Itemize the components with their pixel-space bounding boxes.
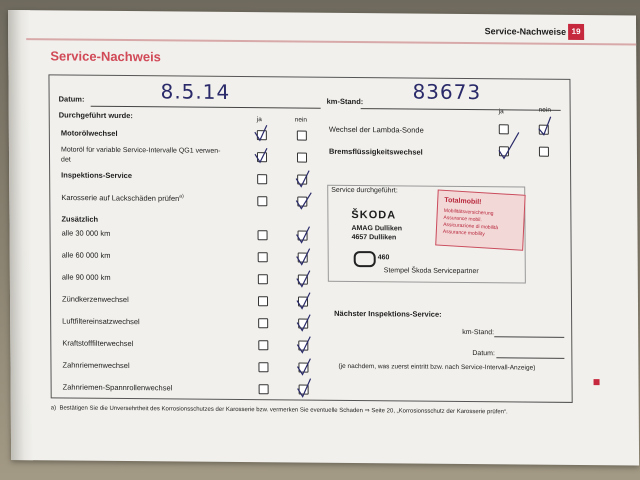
col-no-right: nein bbox=[538, 106, 551, 114]
row-label: Zusätzlich bbox=[61, 214, 99, 224]
row-label: Zahnriemenwechsel bbox=[62, 360, 130, 371]
row-label: Motorölwechsel bbox=[60, 128, 118, 138]
logo-text: 460 bbox=[377, 254, 390, 262]
row-label: Inspektions-Service bbox=[61, 170, 133, 181]
handwritten-km: 83673 bbox=[412, 79, 482, 105]
row-label: alle 30 000 km bbox=[61, 228, 111, 238]
col-yes-right: ja bbox=[498, 108, 504, 116]
skoda-brand: ŠKODA bbox=[351, 209, 397, 222]
next-service-note: (je nachdem, was zuerst eintritt bzw. nach Service-Intervall-Anzeige) bbox=[338, 362, 536, 372]
dealer-line: 4657 Dulliken bbox=[351, 234, 397, 242]
stamp-caption: Stempel Škoda Servicepartner bbox=[383, 267, 479, 276]
row-label: alle 90 000 km bbox=[61, 272, 111, 282]
service-by-label: Service durchgeführt: bbox=[331, 186, 398, 195]
col-yes-left: ja bbox=[256, 116, 262, 124]
check-marks-right bbox=[493, 112, 557, 169]
booklet-page bbox=[8, 10, 639, 466]
page-binding bbox=[8, 10, 33, 460]
running-title: Service-Nachweise bbox=[484, 26, 567, 37]
stamp-line: Assurance mobil. bbox=[443, 214, 482, 224]
row-label: Luftfiltereinsatzwechsel bbox=[62, 316, 140, 327]
stamp-line: Assicurazione di mobilità bbox=[443, 221, 499, 232]
next-service-label: Nächster Inspektions-Service: bbox=[334, 308, 442, 319]
stamp-line: Mobilitätsversicherung bbox=[443, 207, 494, 217]
header-rule bbox=[26, 38, 636, 45]
col-no-left: nein bbox=[294, 116, 308, 124]
row-label: alle 60 000 km bbox=[61, 250, 111, 260]
date-label: Datum: bbox=[58, 94, 85, 104]
check-mark bbox=[297, 315, 310, 331]
check-mark bbox=[298, 379, 311, 397]
check-marks-left bbox=[249, 120, 331, 399]
check-mark bbox=[296, 227, 309, 243]
performed-label: Durchgeführt wurde: bbox=[58, 110, 133, 121]
check-mark bbox=[255, 125, 267, 140]
handwritten-date: 8.5.14 bbox=[160, 79, 231, 104]
stamp-title: Totalmobil! bbox=[444, 196, 482, 207]
km-label: km-Stand: bbox=[326, 96, 364, 107]
stamp-line: Assurance mobility bbox=[442, 228, 485, 238]
row-label: Zündkerzenwechsel bbox=[61, 294, 129, 305]
check-mark bbox=[297, 271, 310, 287]
check-mark bbox=[539, 117, 551, 135]
section-title: Service-Nachweis bbox=[50, 48, 161, 65]
footnote: a) Bestätigen Sie die Unversehrtheit des Korrosionsschutzes der Karosserie bzw. vermerken Sie eventuelle Schaden ⇒ Seite 20, „Korrosionsschutz der Karosserie prüfen“. bbox=[50, 405, 508, 416]
next-km-label: km-Stand: bbox=[462, 328, 495, 337]
next-date-label: Datum: bbox=[472, 350, 495, 358]
row-label: Bremsflüssigkeitswechsel bbox=[328, 146, 423, 157]
end-marker bbox=[594, 379, 600, 385]
row-label: det bbox=[61, 156, 71, 164]
dealer-line: AMAG Dulliken bbox=[351, 225, 403, 233]
check-mark bbox=[297, 359, 310, 375]
check-mark bbox=[255, 148, 267, 162]
check-mark bbox=[297, 293, 310, 309]
check-mark bbox=[296, 171, 309, 187]
check-mark bbox=[499, 132, 519, 158]
row-label: Motoröl für variable Service-Intervalle QG1 verwen- bbox=[60, 146, 221, 155]
row-label: Zahnriemen-Spannrollenwechsel bbox=[62, 382, 173, 393]
check-mark bbox=[296, 193, 311, 209]
check-mark bbox=[297, 337, 310, 353]
row-label: Karosserie auf Lackschäden prüfen$^{a)}$ bbox=[61, 192, 184, 204]
totalmobil-stamp bbox=[435, 189, 525, 250]
check-mark bbox=[297, 249, 310, 265]
row-label: Wechsel der Lambda-Sonde bbox=[328, 124, 424, 135]
page-number: 19 bbox=[568, 24, 584, 40]
dealer-logo bbox=[354, 251, 376, 267]
row-label: Kraftstofffilterwechsel bbox=[62, 338, 134, 349]
